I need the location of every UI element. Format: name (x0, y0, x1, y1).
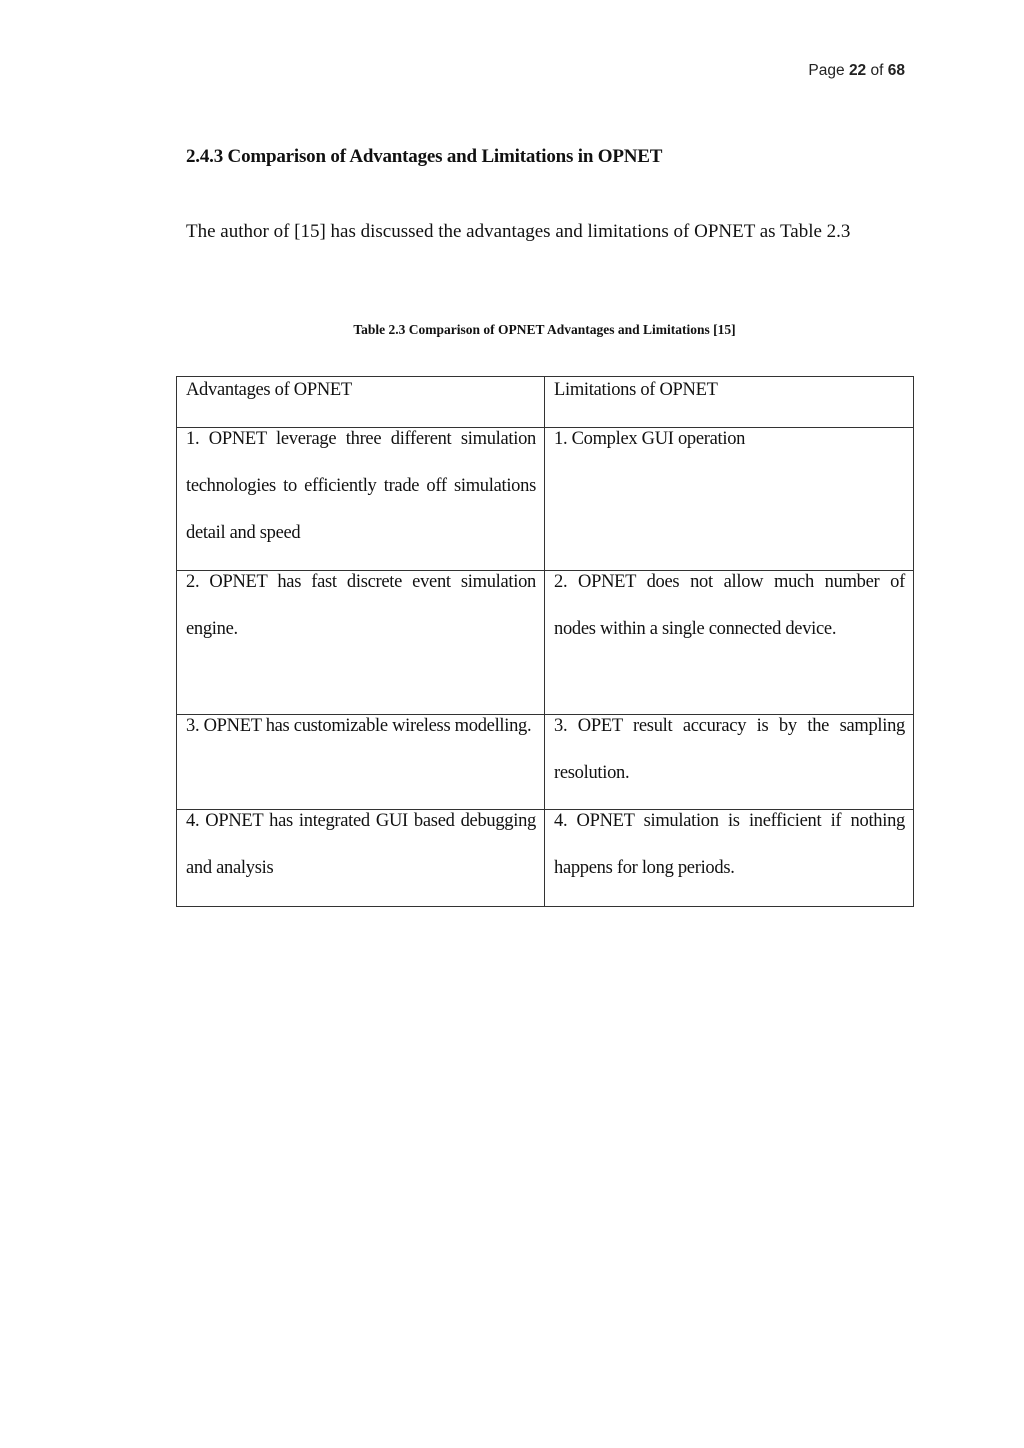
table-row (177, 571, 914, 715)
limitation-cell: 4. OPNET simulation is inefficient if nothing happens for long periods. (545, 810, 914, 907)
advantage-cell: 1. OPNET leverage three different simulation technologies to efficiently trade off simulations detail and speed (177, 428, 545, 571)
comparison-table (176, 376, 914, 907)
limitation-cell: 2. OPNET does not allow much number of nodes within a single connected device. (545, 571, 914, 715)
page-of: of (870, 62, 884, 79)
advantage-cell: 4. OPNET has integrated GUI based debugging and analysis (177, 810, 545, 907)
total-pages: 68 (887, 62, 905, 79)
table-row (177, 810, 914, 907)
advantage-cell: 3. OPNET has customizable wireless modelling. (177, 715, 545, 810)
intro-paragraph: The author of [15] has discussed the advantages and limitations of OPNET as Table 2.3 (186, 221, 851, 242)
page-number (808, 62, 905, 80)
table-row (177, 715, 914, 810)
table-row (177, 428, 914, 571)
header-limitations: Limitations of OPNET (545, 377, 914, 428)
current-page: 22 (848, 62, 867, 79)
header-advantages: Advantages of OPNET (177, 377, 545, 428)
limitation-cell: 3. OPET result accuracy is by the sampling resolution. (545, 715, 914, 810)
advantage-cell: 2. OPNET has fast discrete event simulation engine. (177, 571, 545, 715)
page-prefix: Page (808, 62, 845, 79)
limitation-cell: 1. Complex GUI operation (545, 428, 914, 571)
table-caption: Table 2.3 Comparison of OPNET Advantages and Limitations [15] (353, 322, 736, 337)
section-heading: 2.4.3 Comparison of Advantages and Limitations in OPNET (186, 146, 663, 167)
